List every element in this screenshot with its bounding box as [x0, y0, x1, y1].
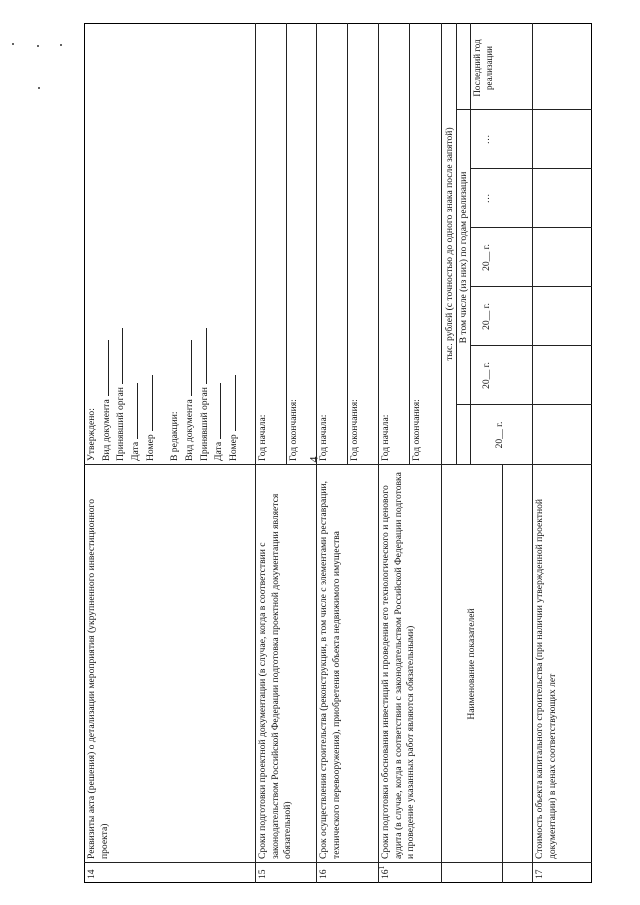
by-years-header: В том числе (из них) по годам реализации [458, 171, 469, 344]
row-16-1-start-year: Год начала: [380, 414, 391, 461]
row-16-number: 16 [318, 869, 329, 879]
units-header: тыс. рублей (с точностью до одного знака после запятой) [444, 127, 455, 361]
row-17-label: Стоимость объекта капитального строительства (при наличии утвержденной проектной документации) в ценах соответствующих лет [534, 498, 558, 859]
fill-line [99, 340, 109, 396]
row-14-approved-block [84, 23, 255, 465]
approved-number: Номер [143, 27, 158, 461]
edition-date: Дата [211, 27, 226, 461]
row-16-end-year: Год окончания: [349, 399, 360, 461]
edition-doc-type: Вид документа [182, 27, 197, 461]
scan-speck [12, 43, 14, 45]
year-col-6: … [481, 134, 492, 145]
row-16-label: Срок осуществления строительства (реконструкции, в том числе с элементами реставрации, технического перевооружения), приобретения объекта недвижимого имущества [318, 480, 342, 859]
fill-line [211, 383, 221, 439]
last-year-col: Последний год реализации [472, 39, 494, 97]
approved-authority: Принявший орган [113, 27, 128, 461]
year-col-3: 20__ г. [481, 303, 492, 330]
scan-speck [37, 45, 39, 47]
row-14-number: 14 [86, 869, 97, 879]
year-col-2: 20__ г. [481, 362, 492, 389]
fill-line [113, 328, 123, 384]
edition-number: Номер [226, 27, 241, 461]
row-15-label: Сроки подготовки проектной документации (в случае, когда в соответствии с законодательством Российской Федерации подготовка проектной документации является обязательной) [257, 493, 294, 859]
edition-heading: В редакции: [169, 411, 181, 461]
fill-line [143, 375, 153, 431]
approved-date: Дата [128, 27, 143, 461]
scan-speck [60, 44, 62, 46]
row-14-label: Реквизиты акта (решения) о детализации мероприятия (укрупненного инвестиционного проекта) [86, 498, 110, 859]
superscript: 1 [378, 865, 386, 870]
year-col-5: … [481, 193, 492, 204]
row-16-1-end-year: Год окончания: [411, 399, 422, 461]
fill-line [197, 328, 207, 384]
indicator-name-header: Наименование показателей [466, 608, 477, 720]
row-16-1-number: $16^1$ [378, 865, 391, 879]
row-15-start-year: Год начала: [257, 414, 268, 461]
year-col-1: 20__ г. [494, 421, 505, 449]
approved-heading: Утверждено: [86, 408, 97, 461]
page-number: 4 [306, 456, 321, 463]
year-col-4: 20__ г. [481, 244, 492, 271]
row-16-start-year: Год начала: [318, 414, 329, 461]
edition-authority: Принявший орган [197, 27, 212, 461]
fill-line [128, 383, 138, 439]
scan-speck [38, 87, 40, 89]
row-15-end-year: Год окончания: [288, 399, 299, 461]
approved-doc-type: Вид документа [99, 27, 114, 461]
document-table [84, 23, 592, 883]
row-15-number: 15 [257, 869, 268, 879]
row-16-1-label: Сроки подготовки обоснования инвестиций и проведения его технологического и ценового аудита (в случае, когда в соответствии с законодательством Российской Федерации подготовка и проведение указанных работ являются обязательными) [380, 472, 417, 859]
fill-line [226, 375, 236, 431]
fill-line [182, 340, 192, 396]
row-17-number: 17 [534, 869, 545, 879]
